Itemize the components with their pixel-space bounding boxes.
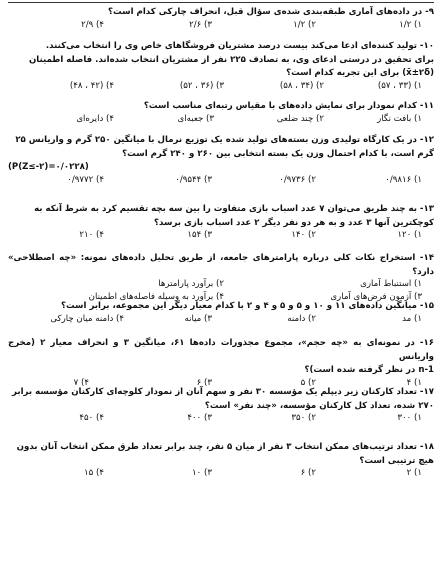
option-4[interactable]: ۴) ۰/۹۷۷۲	[67, 174, 104, 185]
option-2[interactable]: ۲) ۱۴۰	[291, 230, 316, 240]
option-4[interactable]: ۴) ۲/۹	[81, 19, 104, 30]
question-16	[8, 337, 434, 391]
options-row	[8, 175, 434, 188]
option-2[interactable]: ۲) (۳۴ ، ۵۸)	[279, 80, 324, 91]
option-3[interactable]: ۳) آزمون فرض‌های آماری	[330, 292, 422, 302]
options-row	[8, 230, 434, 243]
question-14	[8, 252, 434, 305]
question-12	[8, 134, 434, 188]
question-stem: ۱۴- استخراج نکات کلی درباره پارامترهای جامعه، از طریق تحلیل داده‌های نمونه: «چه اصطلاحی» دارد؟	[8, 253, 434, 277]
option-1[interactable]: ۱) ۲	[406, 468, 422, 478]
option-1[interactable]: ۱) ۳۰۰	[397, 413, 422, 423]
option-2[interactable]: ۲) چند ضلعی	[276, 113, 324, 124]
option-1[interactable]: ۱) ۰/۹۸۱۶	[385, 174, 422, 185]
option-2[interactable]: ۲) ۳۵۰	[291, 413, 316, 423]
question-stem: ۱۳- به چند طریق می‌توان ۷ عدد اسباب بازی متفاوت را بین سه بچه تقسیم کرد به شرط آنکه به کوچکترین آنها ۳ عدد و به هر دو نفر دیگر ۲ عدد اسباب بازی برسد؟	[34, 204, 434, 228]
options-row	[8, 468, 434, 481]
question-stem: ۹- در داده‌های آماری طبقه‌بندی شده‌ی سؤال قبل، انحراف چارکی کدام است؟	[108, 7, 434, 17]
option-2[interactable]: ۲) ۱/۲	[293, 19, 316, 30]
options-row	[8, 114, 434, 127]
option-1[interactable]: ۱) ۱۲۰	[397, 230, 422, 240]
formula: (P(Z≤-۲)=۰/۰۲۲۸)	[8, 162, 89, 172]
option-3[interactable]: ۳) ۲/۶	[189, 19, 212, 30]
option-4[interactable]: ۴) ۱۵	[84, 468, 104, 478]
question-11	[8, 100, 434, 127]
option-1[interactable]: ۱) (۳۳ ، ۵۷)	[377, 80, 422, 91]
options-row	[8, 314, 434, 327]
question-13	[8, 203, 434, 243]
options-row	[8, 413, 434, 426]
option-4[interactable]: ۴) ۷	[73, 377, 89, 388]
options-row	[8, 81, 434, 94]
option-1[interactable]: ۱) ۴	[406, 377, 422, 388]
question-17	[8, 386, 434, 426]
option-1[interactable]: ۱) بافت نگار	[377, 113, 422, 124]
question-stem: ۱۵- میانگین داده‌های ۱۱ و ۱۰ و ۵ و ۵ و ۴ و ۲ با کدام معیار دیگر این مجموعه، برابر است؟	[60, 301, 434, 311]
option-2[interactable]: ۲) دامنه	[287, 313, 316, 324]
question-stem: ۱۲- در یک کارگاه تولیدی وزن بسته‌های تولید شده یک توزیع نرمال با میانگین ۲۵۰ گرم و واریانس ۲۵ گرم است، با کدام احتمال وزن یک بسته انتخابی بین ۲۶۰ و ۲۴۰ گرم است؟ (P(Z≤-۲)=۰/۰۲۲۸)	[8, 134, 434, 175]
option-3[interactable]: ۳) ۱۵۴	[187, 230, 212, 240]
options-row	[8, 20, 434, 33]
option-3[interactable]: ۳) ۶	[196, 377, 212, 388]
top-rule	[8, 2, 434, 3]
option-2[interactable]: ۲) ۰/۹۷۳۶	[279, 174, 316, 185]
question-stem: ۱۱- کدام نمودار برای نمایش داده‌های با مقیاس رتبه‌ای مناسب است؟	[143, 101, 434, 111]
option-4[interactable]: ۴) (۴۲ ، ۴۸)	[69, 80, 114, 91]
question-stem: ۱۸- تعداد ترتیب‌های ممکن انتخاب ۳ نفر از میان ۵ نفر، چند برابر تعداد طرق ممکن انتخاب آنان بدون هیچ ترتیبی است؟	[16, 442, 434, 466]
question-stem: ۱۷- تعداد کارکنان زیر دیپلم یک مؤسسه ۳۰ نفر و سهم آنان از نمودار کلوچه‌ای کارکنان مؤسسه برابر ۲۷۰ شده، تعداد کل کارکنان مؤسسه، «چند نفر» است؟	[12, 387, 434, 411]
option-2[interactable]: ۲) ۵	[300, 377, 316, 388]
question-18	[8, 441, 434, 481]
option-1[interactable]: ۱) ۱/۲	[399, 19, 422, 30]
option-4[interactable]: ۴) دایره‌ای	[76, 113, 114, 124]
option-3[interactable]: ۳) جعبه‌ای	[177, 113, 214, 124]
question-15	[8, 300, 434, 327]
option-3[interactable]: ۳) ۴۰۰	[187, 413, 212, 423]
options-row	[8, 279, 434, 292]
question-stem: ۱۶- در نمونه‌ای به «چه حجم»، مجموع مجذورات داده‌ها ۶۱، میانگین ۳ و انحراف معیار ۲ (مخرج واریانس n-1 در نظر گرفته شده است)؟	[8, 338, 434, 375]
option-2[interactable]: ۲) ۶	[300, 468, 316, 478]
option-4[interactable]: ۴) دامنه میان چارکی	[50, 313, 124, 324]
option-4[interactable]: ۴) ۲۱۰	[79, 230, 104, 240]
option-3[interactable]: ۳) ۰/۹۵۴۴	[175, 174, 212, 185]
option-3[interactable]: ۳) میانه	[184, 313, 212, 324]
option-3[interactable]: ۳) ۱۰	[192, 468, 212, 478]
option-2[interactable]: ۲) برآورد پارامترها	[158, 279, 224, 289]
option-3[interactable]: ۳) (۳۶ ، ۵۲)	[179, 80, 224, 91]
question-9	[8, 6, 434, 33]
option-1[interactable]: ۱) استنباط آماری	[360, 279, 422, 289]
option-4[interactable]: ۴) برآورد به وسیله فاصله‌های اطمینان	[88, 292, 224, 302]
option-4[interactable]: ۴) ۴۵۰	[79, 413, 104, 423]
question-stem: ۱۰- تولید کننده‌ای ادعا می‌کند بیست درصد مشتریان فروشگاهای خاص وی را انتخاب می‌کنند. برای تحقیق در درستی ادعای وی، به تصادف ۲۲۵ نفر از مشتریان انتخاب شده‌اند. فاصله اطمینان (x̄±۲δ) برای این تجربه کدام است؟	[28, 41, 434, 78]
question-10	[8, 40, 434, 94]
option-1[interactable]: ۱) مد	[402, 313, 422, 324]
